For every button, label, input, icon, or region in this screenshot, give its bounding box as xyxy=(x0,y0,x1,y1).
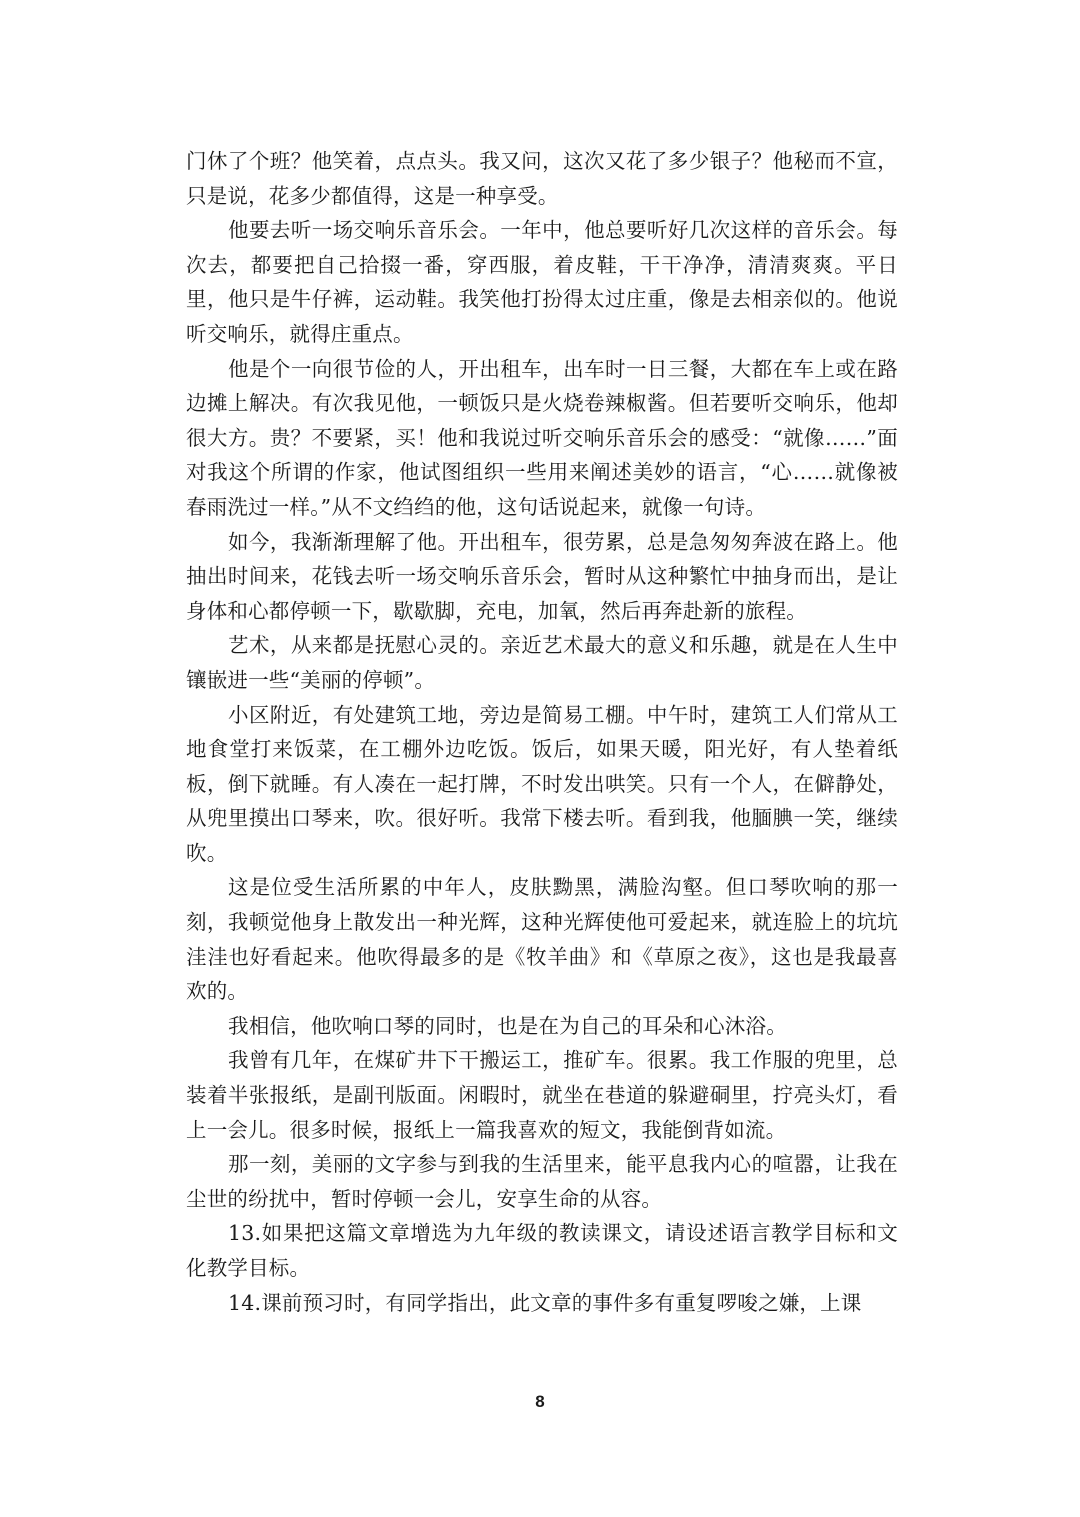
paragraph-1: 门休了个班？他笑着，点点头。我又问，这次又花了多少银子？他秘而不宣，只是说，花多少都值得，这是一种享受。 xyxy=(186,149,898,208)
paragraph-6: 小区附近，有处建筑工地，旁边是简易工棚。中午时，建筑工人们常从工地食堂打来饭菜，在工棚外边吃饭。饭后，如果天暖，阳光好，有人垫着纸板，倒下就睡。有人凑在一起打牌，不时发出哄笑。只有一个人，在僻静处，从兜里摸出口琴来，吹。很好听。我常下楼去听。看到我，他腼腆一笑，继续吹。 xyxy=(186,702,898,865)
paragraph-8: 我相信，他吹响口琴的同时，也是在为自己的耳朵和心沐浴。 xyxy=(228,1013,787,1038)
question-13: 13.如果把这篇文章增选为九年级的教读课文，请设述语言教学目标和文化教学目标。 xyxy=(186,1221,898,1280)
paragraph-2: 他要去听一场交响乐音乐会。一年中，他总要听好几次这样的音乐会。每次去，都要把自己拾掇一番，穿西服，着皮鞋，干干净净，清清爽爽。平日里，他只是牛仔裤，运动鞋。我笑他打扮得太过庄重，像是去相亲似的。他说听交响乐，就得庄重点。 xyxy=(186,218,898,346)
article-body xyxy=(186,144,898,1320)
paragraph-3: 他是个一向很节俭的人，开出租车，出车时一日三餐，大都在车上或在路边摊上解决。有次我见他，一顿饭只是火烧卷辣椒酱。但若要听交响乐，他却很大方。贵？不要紧，买！他和我说过听交响乐音乐会的感受：“就像……”面对我这个所谓的作家，他试图组织一些用来阐述美妙的语言，“心……就像被春雨洗过一样。”从不文绉绉的他，这句话说起来，就像一句诗。 xyxy=(186,356,898,519)
paragraph-9: 我曾有几年，在煤矿井下干搬运工，推矿车。很累。我工作服的兜里，总装着半张报纸，是副刊版面。闲暇时，就坐在巷道的躲避硐里，拧亮头灯，看上一会儿。很多时候，报纸上一篇我喜欢的短文，我能倒背如流。 xyxy=(186,1048,898,1142)
paragraph-7: 这是位受生活所累的中年人，皮肤黝黑，满脸沟壑。但口琴吹响的那一刻，我顿觉他身上散发出一种光辉，这种光辉使他可爱起来，就连脸上的坑坑洼洼也好看起来。他吹得最多的是《牧羊曲》和《草原之夜》，这也是我最喜欢的。 xyxy=(186,875,898,1004)
paragraph-4: 如今，我渐渐理解了他。开出租车，很劳累，总是急匆匆奔波在路上。他抽出时间来，花钱去听一场交响乐音乐会，暂时从这种繁忙中抽身而出，是让身体和心都停顿一下，歇歇脚，充电，加氧，然后再奔赴新的旅程。 xyxy=(186,529,898,623)
question-14: 14.课前预习时，有同学指出，此文章的事件多有重复啰唆之嫌，上课 xyxy=(228,1290,862,1315)
paragraph-5: 艺术，从来都是抚慰心灵的。亲近艺术最大的意义和乐趣，就是在人生中镶嵌进一些“美丽的停顿”。 xyxy=(186,633,898,692)
page-number: 8 xyxy=(535,1392,545,1411)
paragraph-10: 那一刻，美丽的文字参与到我的生活里来，能平息我内心的喧嚣，让我在尘世的纷扰中，暂时停顿一会儿，安享生命的从容。 xyxy=(186,1152,898,1211)
